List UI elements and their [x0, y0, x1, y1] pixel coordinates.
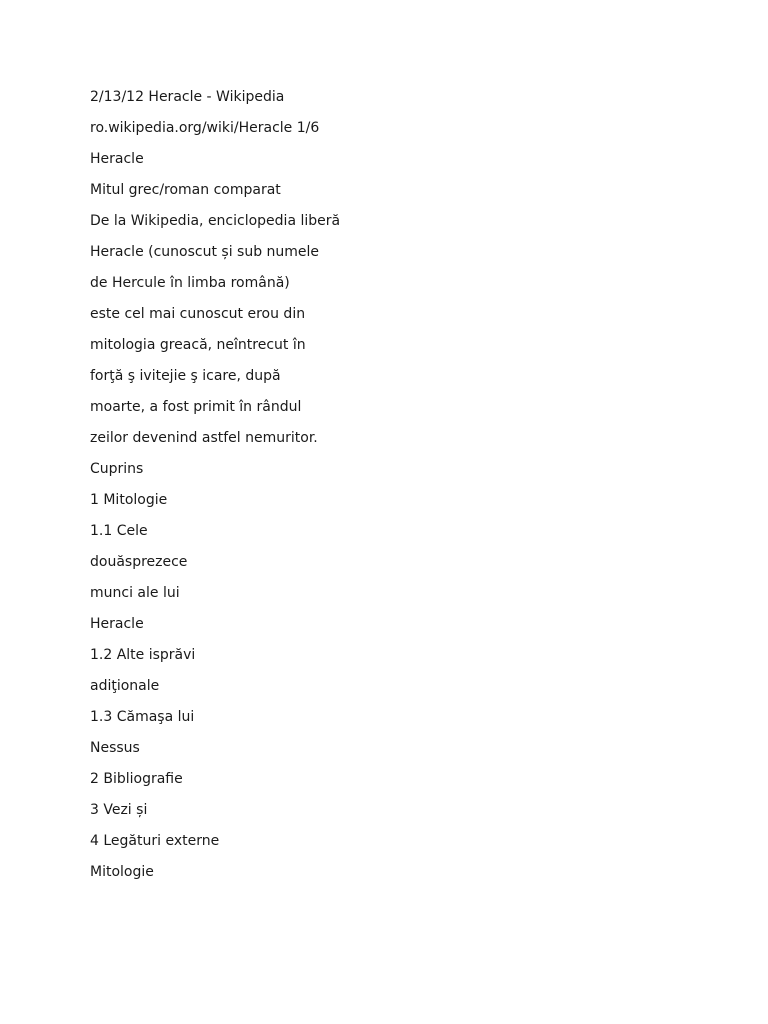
- article-title: Heracle: [90, 151, 144, 167]
- intro-line: zeilor devenind astfel nemuritor.: [90, 430, 318, 446]
- article-subtitle: Mitul grec/roman comparat: [90, 182, 281, 198]
- toc-item: Heracle: [90, 616, 144, 632]
- toc-item: douăsprezece: [90, 554, 188, 570]
- print-header-date-title: 2/13/12 Heracle - Wikipedia: [90, 89, 285, 105]
- document-page: [90, 87, 710, 893]
- toc-item: 3 Vezi și: [90, 802, 148, 818]
- section-heading: Mitologie: [90, 864, 154, 880]
- intro-line: de Hercule în limba română): [90, 275, 290, 291]
- print-header-url-page: ro.wikipedia.org/wiki/Heracle 1/6: [90, 120, 320, 136]
- intro-line: moarte, a fost primit în rândul: [90, 399, 302, 415]
- intro-line: forţă ş ivitejie ş icare, după: [90, 368, 281, 384]
- toc-item: adiţionale: [90, 678, 160, 694]
- intro-line: este cel mai cunoscut erou din: [90, 306, 306, 322]
- toc-item: 1.1 Cele: [90, 523, 148, 539]
- toc-item: 1.3 Cămaşa lui: [90, 709, 195, 725]
- toc-item: munci ale lui: [90, 585, 180, 601]
- toc-heading: Cuprins: [90, 461, 144, 477]
- toc-item: 2 Bibliografie: [90, 771, 183, 787]
- toc-item: 4 Legături externe: [90, 833, 220, 849]
- toc-item: 1 Mitologie: [90, 492, 168, 508]
- intro-line: mitologia greacă, neîntrecut în: [90, 337, 306, 353]
- toc-item: Nessus: [90, 740, 140, 756]
- toc-item: 1.2 Alte isprăvi: [90, 647, 196, 663]
- intro-line: Heracle (cunoscut și sub numele: [90, 244, 320, 260]
- site-tagline: De la Wikipedia, enciclopedia liberă: [90, 213, 341, 229]
